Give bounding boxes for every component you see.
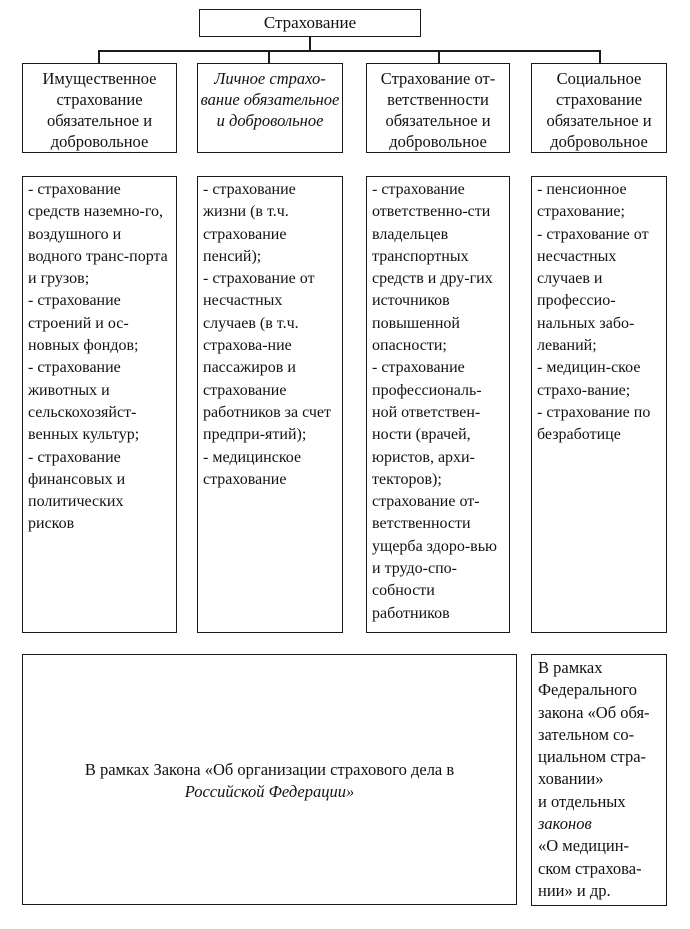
list-item: страхование от-ветственности ущерба здоро-вью и трудо-спо-собности работников (372, 493, 497, 622)
list-item: - страхование профессиональ-ной ответствен-ности (врачей, юристов, архи-текторов); (372, 359, 482, 488)
column-header-personal (197, 63, 343, 153)
column-list-personal (197, 176, 343, 633)
list-item: - страхование от несчастных случаев (в т.ч. страхова-ние пассажиров и страхование работников за счет предпри-ятий); (203, 270, 332, 444)
list-item: - страхование жизни (в т.ч. страхование пенсий); (203, 181, 296, 265)
legal-basis-line: и отдельных (538, 791, 626, 811)
legal-basis-line: циальном стра- (538, 747, 647, 767)
list-item: - страхование строений и ос-новных фондов; (28, 292, 139, 355)
bottom-left-legal-basis (22, 654, 517, 905)
column-list-social (531, 176, 667, 633)
list-item: - страхование по безработице (537, 403, 651, 444)
legal-basis-line: законов (538, 814, 592, 834)
legal-basis-line: В рамках (538, 658, 603, 677)
root-label: Страхование (263, 13, 357, 32)
branch-connector-horizontal (98, 50, 600, 52)
legal-basis-line: «О медицин- (538, 836, 630, 856)
list-item: - страхование финансовых и политических рисков (28, 448, 126, 533)
column-header-liability (366, 63, 510, 153)
legal-basis-line: ском страхова- (538, 858, 642, 878)
column-title: Имущественное страхование обязательное и добровольное (42, 69, 157, 151)
list-item: - страхование средств наземно-го, воздушного и водного транс-порта и грузов; (28, 181, 168, 288)
legal-basis-line: Федерального (538, 680, 638, 700)
list-item: - страхование ответственно-сти владельцев транспортных средств и дру-гих источников повышенной опасности; (372, 181, 493, 355)
branch-drop-4 (599, 50, 601, 63)
branch-drop-3 (438, 50, 440, 63)
root-connector-vertical (309, 37, 311, 50)
column-header-social (531, 63, 667, 153)
column-list-liability (366, 176, 510, 633)
legal-basis-line: нии» и др. (538, 880, 611, 900)
list-item: - медицинское страхование (203, 448, 302, 488)
list-item: - пенсионное страхование; (537, 181, 627, 221)
branch-drop-2 (268, 50, 270, 63)
list-item: - страхование от несчастных случаев и профессио-нальных забо-леваний; (537, 225, 649, 355)
legal-basis-line: зательном со- (538, 724, 635, 744)
legal-basis-line: закона «Об обя- (538, 702, 650, 722)
column-title: Страхование от-ветственности обязательное и добровольное (380, 69, 496, 151)
legal-basis-line: ховании» (538, 769, 604, 789)
root-node (199, 9, 421, 37)
legal-basis-line-1: В рамках Закона «Об организации страхового дела в (84, 760, 455, 779)
legal-basis-line-2: Российской Федерации» (184, 782, 355, 802)
list-item: - медицин-ское страхо-вание; (537, 359, 641, 399)
column-title: Социальное страхование обязательное и добровольное (546, 69, 652, 151)
bottom-right-legal-basis (531, 654, 667, 906)
branch-drop-1 (98, 50, 100, 63)
column-title: Личное страхо-вание обязательное и добровольное (200, 69, 340, 130)
column-list-property (22, 176, 177, 633)
column-header-property (22, 63, 177, 153)
list-item: - страхование животных и сельскохозяйст-венных культур; (28, 359, 140, 444)
